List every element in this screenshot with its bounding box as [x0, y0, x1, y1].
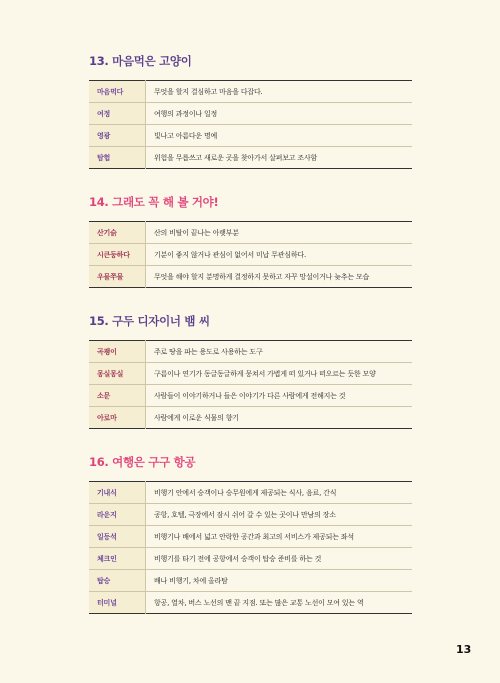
term-cell: 여정: [89, 103, 146, 125]
section-13: [89, 53, 412, 169]
definition-cell: 공항, 호텔, 극장에서 잠시 쉬어 갈 수 있는 곳이나 만남의 장소: [146, 504, 413, 526]
term-cell: 탑승: [89, 570, 146, 592]
page-number: 13: [456, 643, 472, 656]
table-row: [89, 125, 412, 147]
term-cell: 라운지: [89, 504, 146, 526]
definition-cell: 여행의 과정이나 일정: [146, 103, 413, 125]
definition-cell: 주로 땅을 파는 용도로 사용하는 도구: [154, 347, 263, 356]
vocab-table: [89, 481, 412, 614]
term-cell: 영광: [89, 125, 146, 147]
definition-cell: 사람에게 이로운 식물의 향기: [146, 407, 413, 429]
term-cell: 기내식: [89, 482, 146, 504]
table-row: [89, 385, 412, 407]
definition-cell: 비행기나 배에서 넓고 안락한 공간과 최고의 서비스가 제공되는 좌석: [146, 526, 413, 548]
table-row: [89, 592, 412, 614]
definition-cell: 무엇을 해야 할지 분명하게 결정하지 못하고 자꾸 망설이거나 늦추는 모습: [146, 266, 413, 288]
table-row: [89, 363, 412, 385]
vocab-table: [89, 340, 412, 429]
table-row: [89, 548, 412, 570]
definition-cell: 위험을 무릅쓰고 새로운 곳을 찾아가서 살펴보고 조사함: [146, 147, 413, 169]
term-cell: 소문: [89, 385, 146, 407]
definition-cell: 항공, 열차, 버스 노선의 맨 끝 지점. 또는 많은 교통 노선이 모여 있는 역: [146, 592, 413, 614]
definition-cell: 빛나고 아름다운 명예: [146, 125, 413, 147]
section-14: [89, 194, 412, 288]
definition-cell: 구름이나 연기가 동글동글하게 뭉쳐서 가볍게 떠 있거나 떠오르는 듯한 모양: [146, 363, 413, 385]
vocab-table: [89, 221, 412, 288]
definition-cell: 비행기를 타기 전에 공항에서 승객이 탑승 준비를 하는 것: [146, 548, 413, 570]
definition-cell: 배나 비행기, 차에 올라탐: [146, 570, 413, 592]
section-16: [89, 454, 412, 614]
term-cell: 체크인: [89, 548, 146, 570]
term-cell: 탐험: [89, 147, 146, 169]
definition-cell: 산의 비탈이 끝나는 아랫부분: [154, 228, 239, 237]
table-row: [89, 244, 412, 266]
term-cell: 곡괭이: [89, 341, 146, 363]
table-row: [89, 147, 412, 169]
table-row: [89, 341, 412, 363]
term-cell: 우물쭈물: [89, 266, 146, 288]
table-row: [89, 103, 412, 125]
table-row: [89, 526, 412, 548]
definition-cell: 비행기 안에서 승객이나 승무원에게 제공되는 식사, 음료, 간식: [154, 488, 337, 497]
section-title: 15. 구두 디자이너 뱀 씨: [89, 314, 210, 328]
table-row: [89, 570, 412, 592]
table-row: [89, 504, 412, 526]
table-row: [89, 407, 412, 429]
definition-cell: 사람들이 이야기하거나 들은 이야기가 다른 사람에게 전해지는 것: [146, 385, 413, 407]
table-row: [89, 222, 412, 244]
term-cell: 산기슭: [89, 222, 146, 244]
table-row: [89, 482, 412, 504]
term-cell: 터미널: [89, 592, 146, 614]
definition-cell: 무엇을 할지 결심하고 마음을 다잡다.: [154, 87, 263, 96]
vocab-table: [89, 80, 412, 169]
term-cell: 몽실몽실: [89, 363, 146, 385]
section-15: [89, 313, 412, 429]
table-row: [89, 266, 412, 288]
table-row: [89, 81, 412, 103]
term-cell: 아로마: [89, 407, 146, 429]
term-cell: 마음먹다: [89, 81, 146, 103]
section-title: 16. 여행은 구구 항공: [89, 455, 196, 469]
definition-cell: 기분이 좋지 않거나 관심이 없어서 미납 무관심하다.: [146, 244, 413, 266]
term-cell: 일등석: [89, 526, 146, 548]
section-title: 14. 그래도 꼭 해 볼 거야!: [89, 195, 219, 209]
section-title: 13. 마음먹은 고양이: [89, 54, 192, 68]
term-cell: 시큰둥하다: [89, 244, 146, 266]
